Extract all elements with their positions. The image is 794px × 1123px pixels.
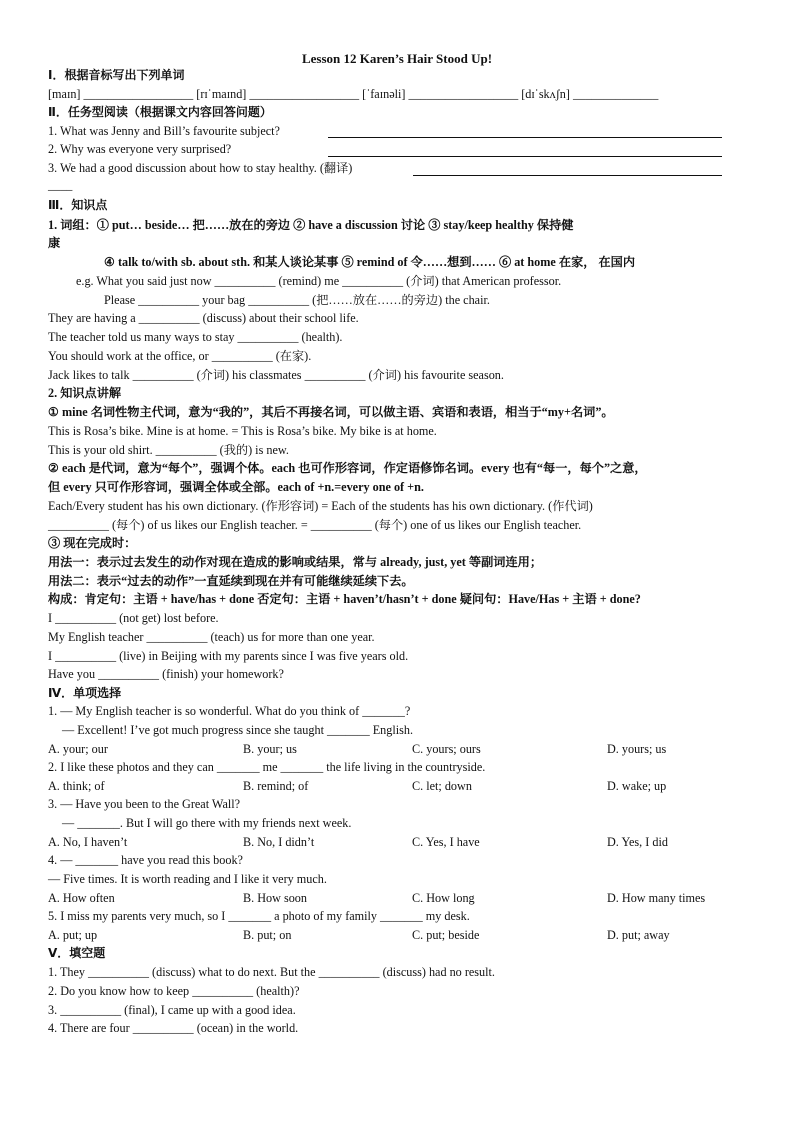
mc-q1-option-b[interactable]: B. your; us	[243, 742, 297, 756]
fill-q1: 1. They __________ (discuss) what to do next. But the __________ (discuss) had no result.	[48, 965, 495, 979]
answer-line-3	[413, 164, 722, 176]
pp-exercise-1: I __________ (not get) lost before.	[48, 611, 219, 625]
mc-q5: 5. I miss my parents very much, so I _______ a photo of my family _______ my desk.	[48, 909, 470, 923]
phonetic-line: [maɪn] __________________ [rɪˈmaɪnd] __________________ [ˈfaɪnəli] __________________ [dɪˈskʌʃn] ______________	[48, 87, 659, 101]
section-4-heading: Ⅳ．单项选择	[48, 686, 122, 700]
present-perfect-usage-1: 用法一：表示过去发生的动作对现在造成的影响或结果，常与 already, just, yet 等副词连用；	[48, 555, 543, 569]
mc-q5-option-d[interactable]: D. put; away	[607, 928, 670, 942]
fill-q4: 4. There are four __________ (ocean) in the world.	[48, 1021, 299, 1035]
mc-q3-line-2: — _______. But I will go there with my friends next week.	[62, 816, 352, 830]
mc-q4-option-b[interactable]: B. How soon	[243, 891, 307, 905]
mc-q2: 2. I like these photos and they can _______ me _______ the life living in the countryside.	[48, 760, 486, 774]
mc-q4-line-2: — Five times. It is worth reading and I like it very much.	[48, 872, 327, 886]
mc-q1-option-c[interactable]: C. yours; ours	[412, 742, 481, 756]
reading-q3-end: ____	[48, 178, 73, 192]
mc-q2-option-a[interactable]: A. think; of	[48, 779, 105, 793]
section-2-heading: Ⅱ．任务型阅读（根据课文内容回答问题）	[48, 105, 272, 119]
present-perfect-usage-2: 用法二：表示“过去的动作”一直延续到现在并有可能继续延续下去。	[48, 574, 414, 588]
mc-q1-option-a[interactable]: A. your; our	[48, 742, 108, 756]
reading-q2: 2. Why was everyone very surprised?	[48, 142, 232, 156]
example-4: The teacher told us many ways to stay __________ (health).	[48, 330, 343, 344]
section-3-heading: Ⅲ．知识点	[48, 198, 108, 212]
reading-q3: 3. We had a good discussion about how to stay healthy. (翻译)	[48, 161, 353, 175]
mc-q4-option-d[interactable]: D. How many times	[607, 891, 706, 905]
each-example: Each/Every student has his own dictionary. (作形容词) = Each of the students has his own dictionary. (作代词)	[48, 499, 593, 513]
fill-q2: 2. Do you know how to keep __________ (health)?	[48, 984, 300, 998]
mc-q2-option-c[interactable]: C. let; down	[412, 779, 472, 793]
answer-line-2	[328, 145, 722, 157]
each-exercise: __________ (每个) of us likes our English teacher. = __________ (每个) one of us likes our English teacher.	[48, 518, 582, 532]
phrases-line-2: ④ talk to/with sb. about sth. 和某人谈论某事 ⑤ remind of 令……想到…… ⑥ at home 在家， 在国内	[104, 255, 636, 269]
mc-q1-line-2: — Excellent! I’ve got much progress since she taught _______ English.	[62, 723, 413, 737]
mc-q3-option-c[interactable]: C. Yes, I have	[412, 835, 480, 849]
present-perfect-structure: 构成：肯定句：主语 + have/has + done 否定句：主语 + haven’t/hasn’t + done 疑问句：Have/Has + 主语 + done?	[48, 592, 641, 606]
example-3: They are having a __________ (discuss) about their school life.	[48, 311, 359, 325]
mine-example: This is Rosa’s bike. Mine is at home. = This is Rosa’s bike. My bike is at home.	[48, 424, 437, 438]
mc-q3-option-a[interactable]: A. No, I haven’t	[48, 835, 128, 849]
mc-q1-option-d[interactable]: D. yours; us	[607, 742, 667, 756]
mine-exercise: This is your old shirt. __________ (我的) is new.	[48, 443, 289, 457]
fill-q3: 3. __________ (final), I came up with a good idea.	[48, 1003, 296, 1017]
page-title: Lesson 12 Karen’s Hair Stood Up!	[301, 51, 493, 66]
mc-q5-option-a[interactable]: A. put; up	[48, 928, 98, 942]
each-rule-1: ② each 是代词，意为“每个”，强调个体。each 也可作形容词，作定语修饰名词。every 也有“每一，每个”之意，	[48, 461, 647, 475]
each-rule-2: 但 every 只可作形容词，强调全体或全部。each of +n.=every one of +n.	[48, 480, 424, 494]
pp-exercise-4: Have you __________ (finish) your homework?	[48, 667, 284, 681]
mc-q2-option-b[interactable]: B. remind; of	[243, 779, 309, 793]
mc-q4-line-1: 4. — _______ have you read this book?	[48, 853, 243, 867]
example-5: You should work at the office, or __________ (在家).	[48, 349, 312, 363]
section-1-heading: Ⅰ．根据音标写出下列单词	[48, 68, 185, 82]
example-2: Please __________ your bag __________ (把……放在……的旁边) the chair.	[104, 293, 490, 307]
mc-q3-line-1: 3. — Have you been to the Great Wall?	[48, 797, 241, 811]
answer-line-1	[328, 126, 722, 138]
mc-q4-option-a[interactable]: A. How often	[48, 891, 115, 905]
present-perfect-heading: ③ 现在完成时：	[48, 536, 137, 550]
reading-q1: 1. What was Jenny and Bill’s favourite subject?	[48, 124, 280, 138]
mc-q5-option-c[interactable]: C. put; beside	[412, 928, 480, 942]
example-1: e.g. What you said just now __________ (remind) me __________ (介词) that American professor.	[76, 274, 562, 288]
phrases-line-1-cont: 康	[48, 236, 61, 250]
pp-exercise-2: My English teacher __________ (teach) us for more than one year.	[48, 630, 375, 644]
knowledge-heading: 2. 知识点讲解	[48, 386, 122, 400]
mc-q4-option-c[interactable]: C. How long	[412, 891, 475, 905]
section-5-heading: Ⅴ．填空题	[48, 946, 106, 960]
mc-q2-option-d[interactable]: D. wake; up	[607, 779, 667, 793]
phrases-line-1: 1. 词组：① put… beside… 把……放在的旁边 ② have a discussion 讨论 ③ stay/keep healthy 保持健	[48, 218, 574, 232]
mc-q3-option-b[interactable]: B. No, I didn’t	[243, 835, 315, 849]
mc-q1-line-1: 1. — My English teacher is so wonderful. What do you think of _______?	[48, 704, 411, 718]
mc-q5-option-b[interactable]: B. put; on	[243, 928, 292, 942]
mc-q3-option-d[interactable]: D. Yes, I did	[607, 835, 668, 849]
pp-exercise-3: I __________ (live) in Beijing with my parents since I was five years old.	[48, 649, 409, 663]
mine-rule: ① mine 名词性物主代词，意为“我的”，其后不再接名词，可以做主语、宾语和表语，相当于“my+名词”。	[48, 405, 614, 419]
example-6: Jack likes to talk __________ (介词) his classmates __________ (介词) his favourite season.	[48, 368, 504, 382]
